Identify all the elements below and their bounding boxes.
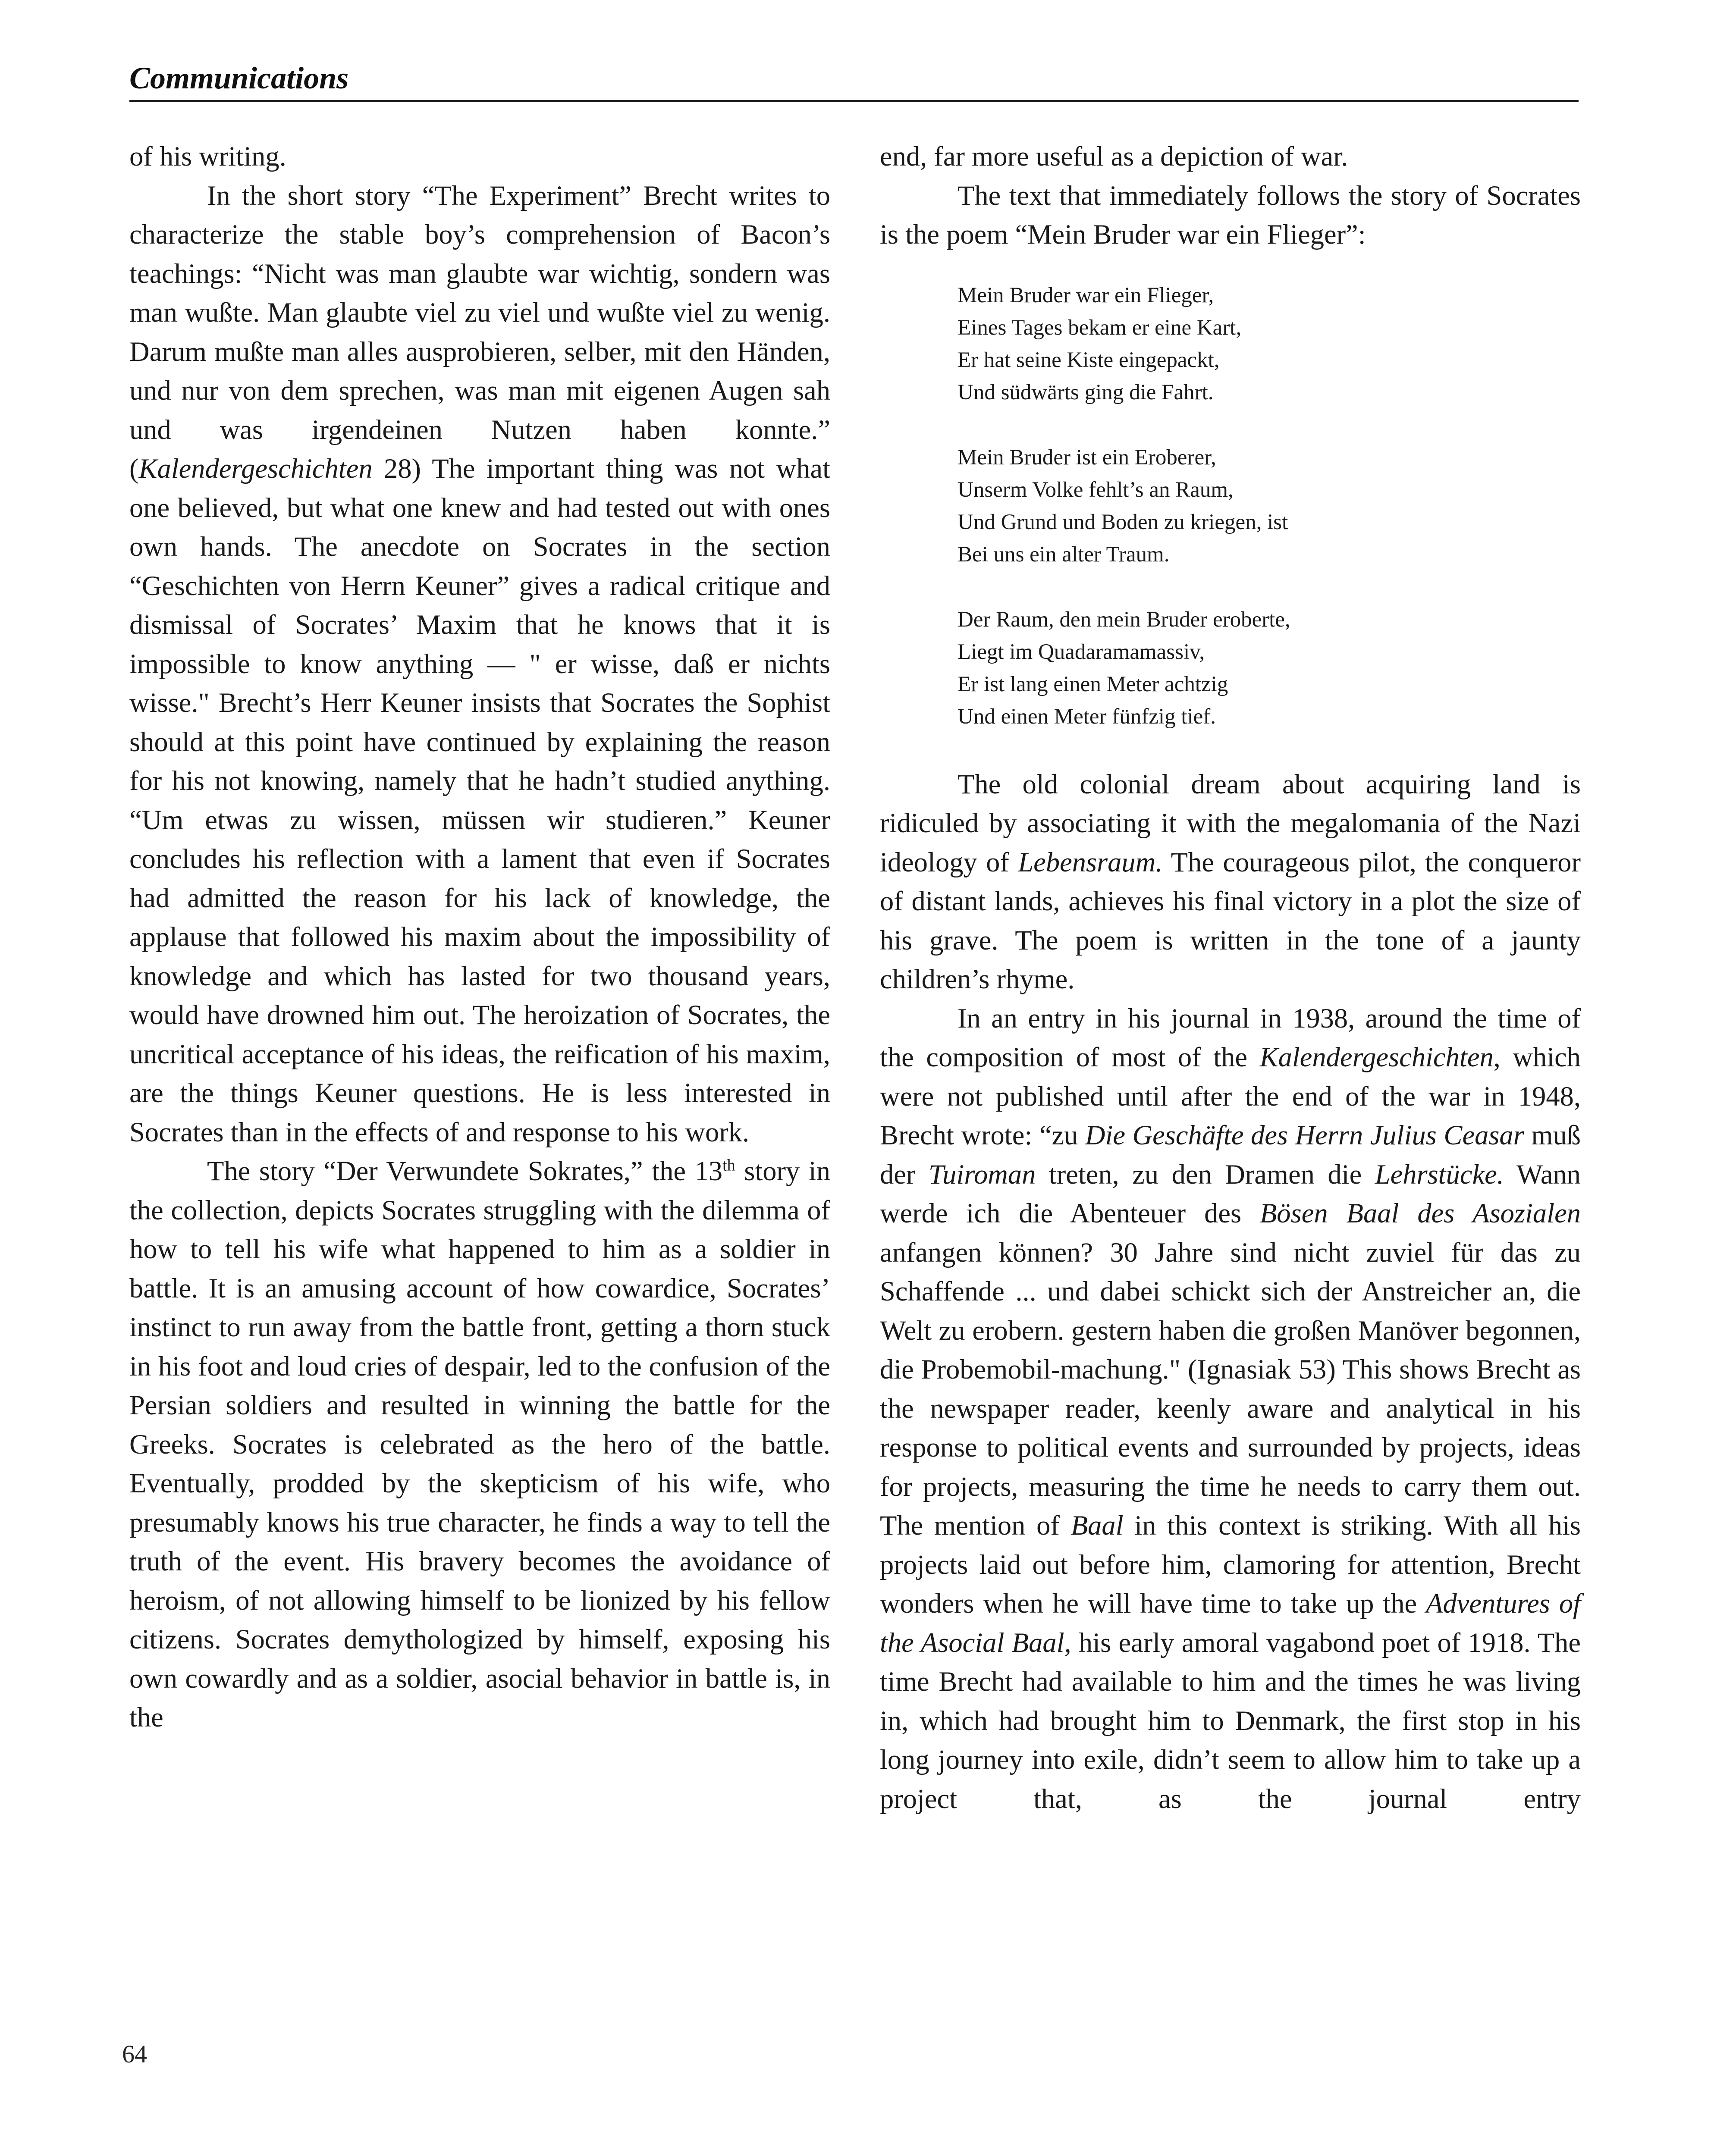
poem-line: Der Raum, den mein Bruder eroberte, (957, 607, 1290, 632)
poem-line: Eines Tages bekam er eine Kart, (957, 315, 1242, 340)
paragraph: In the short story “The Experiment” Brecht writes to characterize the stable boy’s comprehension of Bacon’s teachings: “Nicht was man glaubte war wichtig, sondern was man wußte. Man glaubte viel zu viel und wußte viel zu wenig. Darum mußte man alles ausprobieren, selber, mit den Händen, und nur von dem sprechen, was man mit eigenen Augen sah und was irgendeinen Nutzen haben konnte.” (Kalendergeschichten 28) The important thing was not what one believed, but what one knew and had tested out with ones own hands. The anecdote on Socrates in the section “Geschichten von Herrn Keuner” gives a radical critique and dismissal of Socrates’ Maxim that he knows that it is impossible to know anything — " er wisse, daß er nichts wisse." Brecht’s Herr Keuner insists that Socrates the Sophist should at this point have continued by explaining the reason for his not knowing, namely that he hadn’t studied anything. “Um etwas zu wissen, müssen wir studieren.” Keuner concludes his reflection with a lament that even if Socrates had admitted the reason for his lack of knowledge, the applause that followed his maxim about the impossibility of knowledge and which has lasted for two thousand years, would have drowned him out. The heroization of Socrates, the uncritical acceptance of his ideas, the reification of his maxim, are the things Keuner questions. He is less interested in Socrates than in the effects of and response to his work. (129, 180, 830, 1147)
poem-stanza (957, 279, 1581, 409)
poem-line: Unserm Volke fehlt’s an Raum, (957, 477, 1234, 502)
paragraph: of his writing. (129, 141, 286, 172)
italic-term: Lehrstücke. (1375, 1159, 1504, 1190)
poem-line: Und südwärts ging die Fahrt. (957, 380, 1214, 404)
poem-stanza (957, 442, 1581, 571)
poem-block (957, 279, 1581, 733)
page-number: 64 (122, 2040, 147, 2068)
poem-line: Bei uns ein alter Traum. (957, 542, 1170, 567)
italic-term: Bösen Baal des Asozialen (1260, 1198, 1581, 1228)
italic-term: Adventures of the Asocial Baal, (880, 1588, 1581, 1658)
poem-line: Liegt im Quadaramamassiv, (957, 639, 1205, 664)
poem-line: Mein Bruder ist ein Eroberer, (957, 445, 1216, 470)
italic-term: Lebensraum. (1018, 846, 1163, 877)
paragraph: The text that immediately follows the story of Socrates is the poem “Mein Bruder war ein Flieger”: (880, 180, 1581, 250)
superscript: th (722, 1156, 735, 1175)
right-column (880, 137, 1581, 1818)
italic-term: Tuiroman (928, 1159, 1036, 1190)
poem-line: Er hat seine Kiste eingepackt, (957, 348, 1220, 372)
italic-term: Baal (1070, 1510, 1124, 1541)
italic-term: Die Geschäfte des Herrn Julius Ceasar (1085, 1120, 1524, 1150)
paragraph: The old colonial dream about acquiring land is ridiculed by associating it with the megalomania of the Nazi ideology of Lebensraum. The courageous pilot, the conqueror of distant lands, achieves his final victory in a plot the size of his grave. The poem is written in the tone of a jaunty children’s rhyme. (880, 768, 1581, 994)
header-rule (129, 100, 1579, 102)
poem-line: Er ist lang einen Meter achtzig (957, 672, 1228, 696)
italic-term: Kalendergeschichten (1259, 1042, 1494, 1072)
poem-line: Und Grund und Boden zu kriegen, ist (957, 510, 1288, 534)
poem-stanza (957, 604, 1581, 733)
paragraph: In an entry in his journal in 1938, around the time of the composition of most of the Kalendergeschichten, which were not published until after the end of the war in 1948, Brecht wrote: “zu Die Geschäfte des Herrn Julius Ceasar muß der Tuiroman treten, zu den Dramen die Lehrstücke. Wann werde ich die Abenteuer des Bösen Baal des Asozialen anfangen können? 30 Jahre sind nicht zuviel für das zu Schaffende ... und dabei schickt sich der Anstreicher an, die Welt zu erobern. gestern haben die großen Manöver begonnen, die Probemobil-machung." (Ignasiak 53) This shows Brecht as the newspaper reader, keenly aware and analytical in his response to political events and surrounded by projects, ideas for projects, measuring the time he needs to carry them out. The mention of Baal in this context is striking. With all his projects laid out before him, clamoring for attention, Brecht wonders when he will have time to take up the Adventures of the Asocial Baal, his early amoral vagabond poet of 1918. The time Brecht had available to him and the times he was living in, which had brought him to Denmark, the first stop in his long journey into exile, didn’t seem to allow him to take up a project that, as the journal entry (880, 1003, 1581, 1814)
paragraph: end, far more useful as a depiction of war. (880, 141, 1348, 172)
left-column (129, 137, 830, 1737)
poem-line: Und einen Meter fünfzig tief. (957, 704, 1216, 729)
paragraph: The story “Der Verwundete Sokrates,” the 13th story in the collection, depicts Socrates struggling with the dilemma of how to tell his wife what happened to him as a soldier in battle. It is an amusing account of how cowardice, Socrates’ instinct to run away from the battle front, getting a thorn stuck in his foot and loud cries of despair, led to the confusion of the Persian soldiers and resulted in winning the battle for the Greeks. Socrates is celebrated as the hero of the battle. Eventually, prodded by the skepticism of his wife, who presumably knows his true character, he finds a way to tell the truth of the event. His bravery becomes the avoidance of heroism, of not allowing himself to be lionized by his fellow citizens. Socrates demythologized by himself, exposing his own cowardly and as a soldier, asocial behavior in battle is, in the (129, 1156, 830, 1733)
running-header: Communications (129, 61, 349, 95)
book-title: Kalendergeschichten (138, 453, 373, 484)
poem-line: Mein Bruder war ein Flieger, (957, 283, 1214, 307)
